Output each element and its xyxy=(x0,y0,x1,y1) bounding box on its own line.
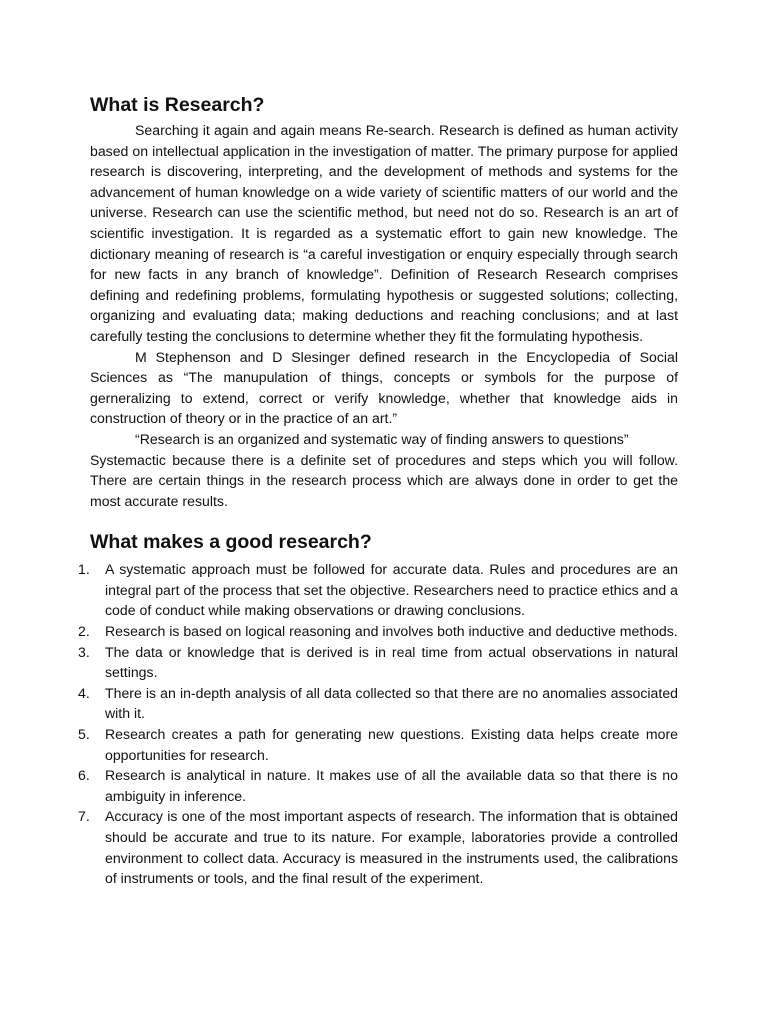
list-item-number: 2. xyxy=(78,623,90,640)
list-item-number: 1. xyxy=(78,561,90,578)
list-item-number: 4. xyxy=(78,684,90,701)
list-item xyxy=(78,765,678,806)
list-item xyxy=(78,642,678,683)
list-item xyxy=(78,724,678,765)
list-item-text: Research is analytical in nature. It makes use of all the available data so that there is no ambiguity in inference. xyxy=(105,767,678,804)
paragraph-systematic: Systemactic because there is a definite set of procedures and steps which you will follow. There are certain things in the research process which are always done in order to get the most accurate results. xyxy=(90,451,678,509)
list-item-text: A systematic approach must be followed for accurate data. Rules and procedures are an integral part of the process that set the objective. Researchers need to practice ethics and a code of conduct while making observations or drawing conclusions. xyxy=(105,561,678,619)
good-research-list xyxy=(78,559,678,889)
list-item-text: The data or knowledge that is derived is in real time from actual observations in natural settings. xyxy=(105,643,678,681)
list-item-text: Research is based on logical reasoning and involves both inductive and deductive methods. xyxy=(105,623,678,640)
list-item-text: Accuracy is one of the most important aspects of research. The information that is obtained should be accurate and true to its nature. For example, laboratories provide a controlled environment to collect data. Accuracy is measured in the instruments used, the calibrations of instruments or tools, and the final result of the experiment. xyxy=(105,808,678,887)
section-heading-good-research: What makes a good research? xyxy=(90,531,372,554)
list-item-number: 5. xyxy=(78,726,90,743)
list-item xyxy=(78,806,678,888)
paragraph-stephenson-slesinger: M Stephenson and D Slesinger defined research in the Encyclopedia of Social Sciences as “The manupulation of things, concepts or symbols for the purpose of gerneralizing to extend, correct or verify knowledge, whether that knowledge aids in construction of theory or in the practice of an art.” xyxy=(90,348,678,427)
list-item-number: 6. xyxy=(78,767,90,784)
document-page xyxy=(78,92,678,889)
paragraph-quote: “Research is an organized and systematic way of finding answers to questions” xyxy=(135,430,629,447)
list-item-number: 7. xyxy=(78,808,90,825)
list-item-text: Research creates a path for generating new questions. Existing data helps create more opportunities for research. xyxy=(105,726,678,763)
list-item xyxy=(78,621,678,642)
section-heading-what-is-research: What is Research? xyxy=(90,94,265,116)
list-item xyxy=(78,683,678,724)
list-item xyxy=(78,559,678,621)
list-item-text: There is an in-depth analysis of all data collected so that there are no anomalies associated with it. xyxy=(105,684,678,722)
list-item-number: 3. xyxy=(78,643,90,660)
paragraph-definition: Searching it again and again means Re-search. Research is defined as human activity based on intellectual application in the investigation of matter. The primary purpose for applied research is discovering, interpreting, and the development of methods and systems for the advancement of human knowledge on a wide variety of scientific matters of our world and the universe. Research can use the scientific method, but need not do so. Research is an art of scientific investigation. It is regarded as a systematic effort to gain new knowledge. The dictionary meaning of research is “a careful investigation or enquiry especially through search for new facts in any branch of knowledge”. Definition of Research Research comprises defining and redefining problems, formulating hypothesis or suggested solutions; collecting, organizing and evaluating data; making deductions and reaching conclusions; and at last carefully testing the conclusions to determine whether they fit the formulating hypothesis. xyxy=(90,122,678,344)
